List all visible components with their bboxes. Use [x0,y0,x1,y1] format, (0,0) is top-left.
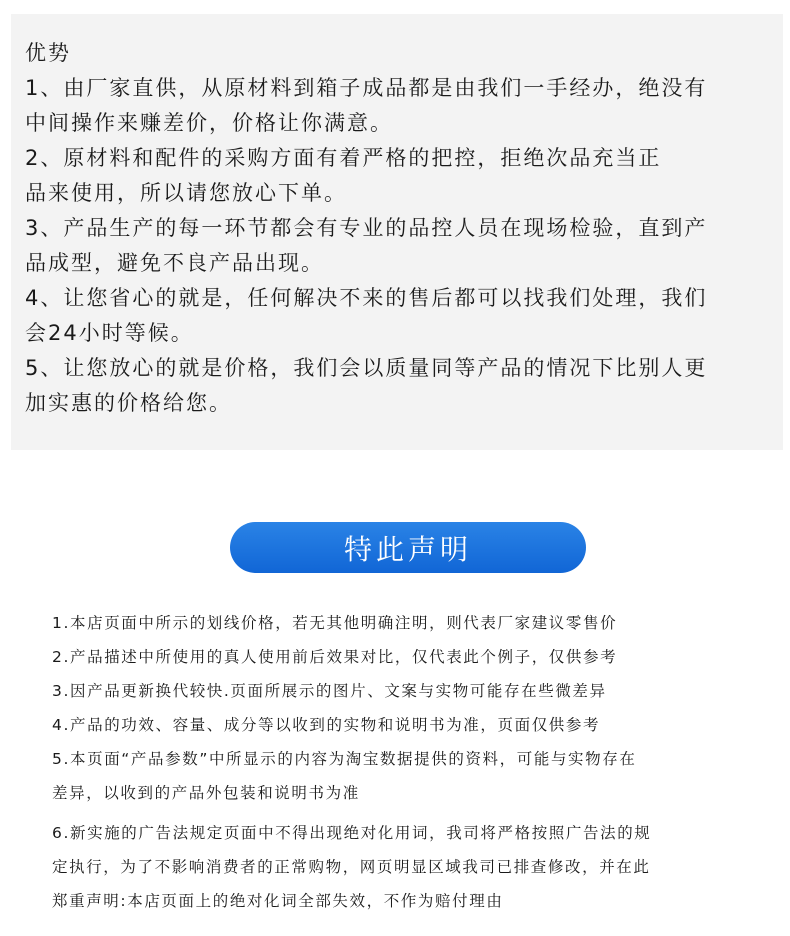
advantages-panel [11,14,783,450]
declaration-title-badge [230,522,586,573]
advantage-line: 2、原材料和配件的采购方面有着严格的把控，拒绝次品充当正 [25,146,662,170]
declaration-item: 定执行，为了不影响消费者的正常购物，网页明显区域我司已排查修改，并在此 [52,858,651,876]
declaration-title: 特此声明 [343,532,472,566]
advantage-line: 品来使用，所以请您放心下单。 [25,181,347,205]
advantage-line: 5、让您放心的就是价格，我们会以质量同等产品的情况下比别人更 [25,356,708,380]
advantage-line: 中间操作来赚差价，价格让你满意。 [25,111,393,135]
declaration-item: 6.新实施的广告法规定页面中不得出现绝对化用词，我司将严格按照广告法的规 [52,824,652,842]
advantage-line: 会24小时等候。 [25,321,194,345]
advantage-line: 4、让您省心的就是，任何解决不来的售后都可以找我们处理，我们 [25,286,708,310]
declaration-item: 5.本页面“产品参数”中所显示的内容为淘宝数据提供的资料，可能与实物存在 [52,750,637,768]
declaration-item: 1.本店页面中所示的划线价格，若无其他明确注明，则代表厂家建议零售价 [52,614,618,632]
advantage-line: 品成型，避免不良产品出现。 [25,251,324,275]
declaration-item: 2.产品描述中所使用的真人使用前后效果对比，仅代表此个例子，仅供参考 [52,648,618,666]
advantage-line: 1、由厂家直供，从原材料到箱子成品都是由我们一手经办，绝没有 [25,76,708,100]
declaration-item: 郑重声明:本店页面上的绝对化词全部失效，不作为赔付理由 [52,892,504,910]
advantage-line: 加实惠的价格给您。 [25,391,232,415]
declaration-item: 差异，以收到的产品外包装和说明书为准 [52,784,360,802]
declaration-list [52,606,772,918]
advantages-title: 优势 [25,41,71,65]
advantage-line: 3、产品生产的每一环节都会有专业的品控人员在现场检验，直到产 [25,216,708,240]
declaration-item: 4.产品的功效、容量、成分等以收到的实物和说明书为准，页面仅供参考 [52,716,601,734]
declaration-item: 3.因产品更新换代较快.页面所展示的图片、文案与实物可能存在些微差异 [52,682,607,700]
